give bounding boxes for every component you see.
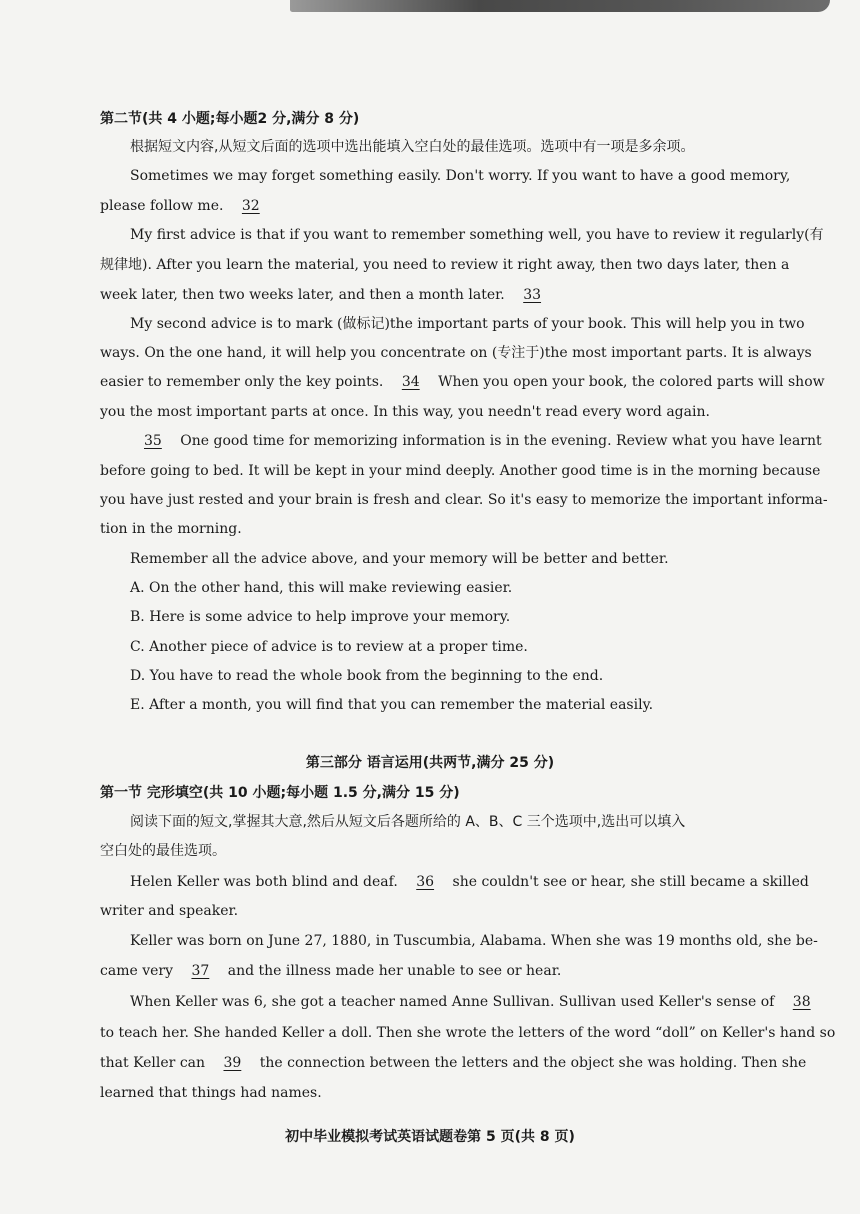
option-e: E. After a month, you will find that you can remember the material easily. xyxy=(130,697,654,713)
p1-text: please follow me. xyxy=(100,198,224,214)
p3-line3 xyxy=(100,373,825,391)
helen-line1 xyxy=(130,873,809,891)
p2-line3 xyxy=(100,286,555,304)
p5-line: Remember all the advice above, and your memory will be better and better. xyxy=(130,551,669,567)
p2-line1: My first advice is that if you want to remember something well, you have to review it regularly(有 xyxy=(130,227,824,243)
option-d: D. You have to read the whole book from the beginning to the end. xyxy=(130,668,604,684)
helen-line5 xyxy=(130,993,825,1011)
option-c: C. Another piece of advice is to review at a proper time. xyxy=(130,639,528,655)
helen-line8: learned that things had names. xyxy=(100,1085,322,1101)
helen-line6: to teach her. She handed Keller a doll. Then she wrote the letters of the word “doll” on Keller's hand so xyxy=(100,1025,836,1041)
helen-line3: Keller was born on June 27, 1880, in Tuscumbia, Alabama. When she was 19 months old, she be- xyxy=(130,933,818,949)
section2-heading: 第二节(共 4 小题;每小题2 分,满分 8 分) xyxy=(100,111,360,127)
part3-title: 第三部分 语言运用(共两节,满分 25 分) xyxy=(305,755,555,771)
helen-line2: writer and speaker. xyxy=(100,903,239,919)
helen-text-d: and the illness made her unable to see or hear. xyxy=(227,963,562,979)
helen-text-b: she couldn't see or hear, she still became a skilled xyxy=(452,874,809,890)
helen-line7 xyxy=(100,1054,806,1072)
section2-instruction: 根据短文内容,从短文后面的选项中选出能填入空白处的最佳选项。选项中有一项是多余项。 xyxy=(130,139,695,155)
blank-35: 35 xyxy=(144,433,162,449)
helen-text-f: that Keller can xyxy=(100,1055,206,1071)
part3-section1-heading: 第一节 完形填空(共 10 小题;每小题 1.5 分,满分 15 分) xyxy=(100,785,460,801)
option-a: A. On the other hand, this will make reviewing easier. xyxy=(130,580,513,596)
helen-text-g: the connection between the letters and the object she was holding. Then she xyxy=(259,1055,807,1071)
p3-line4: you the most important parts at once. In this way, you needn't read every word again. xyxy=(100,404,710,420)
blank-33: 33 xyxy=(523,287,542,303)
part3-instruction-line1: 阅读下面的短文,掌握其大意,然后从短文后各题所给的 A、B、C 三个选项中,选出可以填入 xyxy=(130,814,686,830)
blank-34: 34 xyxy=(401,374,420,390)
p1-line1: Sometimes we may forget something easily. Don't worry. If you want to have a good memory, xyxy=(130,168,791,184)
helen-text-e: When Keller was 6, she got a teacher named Anne Sullivan. Sullivan used Keller's sense of xyxy=(130,994,775,1010)
blank-32: 32 xyxy=(241,198,260,214)
p1-line2 xyxy=(100,197,274,215)
p2-text: week later, then two weeks later, and then a month later. xyxy=(100,287,505,303)
p4-text: One good time for memorizing information is in the evening. Review what you have learnt xyxy=(180,433,822,449)
p3-text-b: When you open your book, the colored parts will show xyxy=(438,374,825,390)
blank-37: 37 xyxy=(191,963,210,979)
p4-line2: before going to bed. It will be kept in your mind deeply. Another good time is in the morning because xyxy=(100,463,821,479)
blank-38: 38 xyxy=(792,994,811,1010)
helen-line4 xyxy=(100,962,561,980)
p2-line2: 规律地). After you learn the material, you need to review it right away, then two days later, then a xyxy=(100,257,790,273)
helen-text-c: came very xyxy=(100,963,173,979)
p4-line3: you have just rested and your brain is fresh and clear. So it's easy to memorize the important informa- xyxy=(100,492,828,508)
p3-line1: My second advice is to mark (做标记)the important parts of your book. This will help you in two xyxy=(130,316,805,332)
part3-instruction-line2: 空白处的最佳选项。 xyxy=(100,843,226,859)
option-b: B. Here is some advice to help improve your memory. xyxy=(130,609,511,625)
page-footer: 初中毕业模拟考试英语试题卷第 5 页(共 8 页) xyxy=(285,1129,575,1145)
blank-36: 36 xyxy=(416,874,435,890)
p3-text-a: easier to remember only the key points. xyxy=(100,374,384,390)
p4-line4: tion in the morning. xyxy=(100,521,242,537)
helen-text-a: Helen Keller was both blind and deaf. xyxy=(130,874,398,890)
blank-39: 39 xyxy=(223,1055,242,1071)
p4-line1 xyxy=(130,432,822,450)
p3-line2: ways. On the one hand, it will help you concentrate on (专注于)the most important parts. It is always xyxy=(100,345,812,361)
